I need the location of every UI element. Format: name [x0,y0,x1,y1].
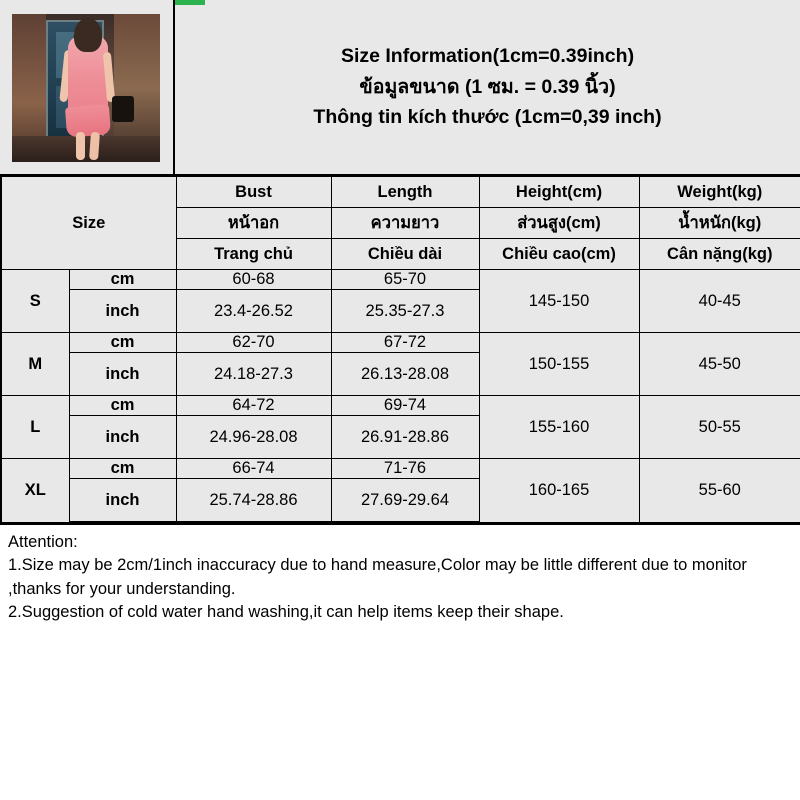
title-line-th: ข้อมูลขนาด (1 ซม. = 0.39 นิ้ว) [359,75,616,98]
row-size-s: S [1,270,69,333]
row-s-unit-cm: cm [69,270,176,290]
header-length-vi: Chiều dài [331,239,479,270]
row-s-bust-inch: 23.4-26.52 [176,290,331,333]
table-header-row-en [1,177,800,208]
row-m-height: 150-155 [479,333,639,396]
header-bust-vi: Trang chủ [176,239,331,270]
row-s-length-inch: 25.35-27.3 [331,290,479,333]
row-s-unit-inch: inch [69,290,176,333]
row-size-l: L [1,396,69,459]
row-xl-length-cm: 71-76 [331,459,479,479]
table-row [1,396,800,416]
size-table [0,176,800,523]
row-xl-bust-inch: 25.74-28.86 [176,479,331,523]
row-l-height: 155-160 [479,396,639,459]
row-m-bust-cm: 62-70 [176,333,331,353]
row-l-unit-inch: inch [69,416,176,459]
attention-block [0,523,800,633]
row-l-unit-cm: cm [69,396,176,416]
row-xl-unit-cm: cm [69,459,176,479]
header-weight-en: Weight(kg) [639,177,800,208]
row-m-weight: 45-50 [639,333,800,396]
row-size-xl: XL [1,459,69,523]
header-height-vi: Chiều cao(cm) [479,239,639,270]
title-line-en: Size Information(1cm=0.39inch) [340,45,635,68]
row-m-length-cm: 67-72 [331,333,479,353]
header-height-th: ส่วนสูง(cm) [479,208,639,239]
row-s-height: 145-150 [479,270,639,333]
green-accent-bar [175,0,205,5]
row-xl-unit-inch: inch [69,479,176,523]
row-l-length-cm: 69-74 [331,396,479,416]
header-weight-th: น้ำหนัก(kg) [639,208,800,239]
attention-line-1: 1.Size may be 2cm/1inch inaccuracy due to hand measure,Color may be little different due to monitor ,thanks for your understanding. [8,556,747,598]
row-xl-height: 160-165 [479,459,639,523]
title-line-vi: Thông tin kích thước (1cm=0,39 inch) [313,106,662,129]
row-m-length-inch: 26.13-28.08 [331,353,479,396]
row-xl-weight: 55-60 [639,459,800,523]
table-row [1,270,800,290]
row-xl-length-inch: 27.69-29.64 [331,479,479,523]
header-weight-vi: Cân nặng(kg) [639,239,800,270]
row-l-length-inch: 26.91-28.86 [331,416,479,459]
row-s-bust-cm: 60-68 [176,270,331,290]
row-m-unit-inch: inch [69,353,176,396]
header-size: Size [1,177,176,270]
table-row [1,333,800,353]
header-bust-en: Bust [176,177,331,208]
header-length-en: Length [331,177,479,208]
attention-heading: Attention: [8,533,78,551]
attention-line-2: 2.Suggestion of cold water hand washing,it can help items keep their shape. [8,603,564,622]
header-bust-th: หน้าอก [176,208,331,239]
row-size-m: M [1,333,69,396]
row-s-weight: 40-45 [639,270,800,333]
row-s-length-cm: 65-70 [331,270,479,290]
row-l-bust-cm: 64-72 [176,396,331,416]
product-photo-cell [0,0,175,174]
header-length-th: ความยาว [331,208,479,239]
row-l-bust-inch: 24.96-28.08 [176,416,331,459]
row-m-bust-inch: 24.18-27.3 [176,353,331,396]
row-xl-bust-cm: 66-74 [176,459,331,479]
header-height-en: Height(cm) [479,177,639,208]
chart-header [0,0,800,176]
row-m-unit-cm: cm [69,333,176,353]
table-row [1,459,800,479]
row-l-weight: 50-55 [639,396,800,459]
product-photo [12,14,160,162]
title-block [175,0,800,174]
